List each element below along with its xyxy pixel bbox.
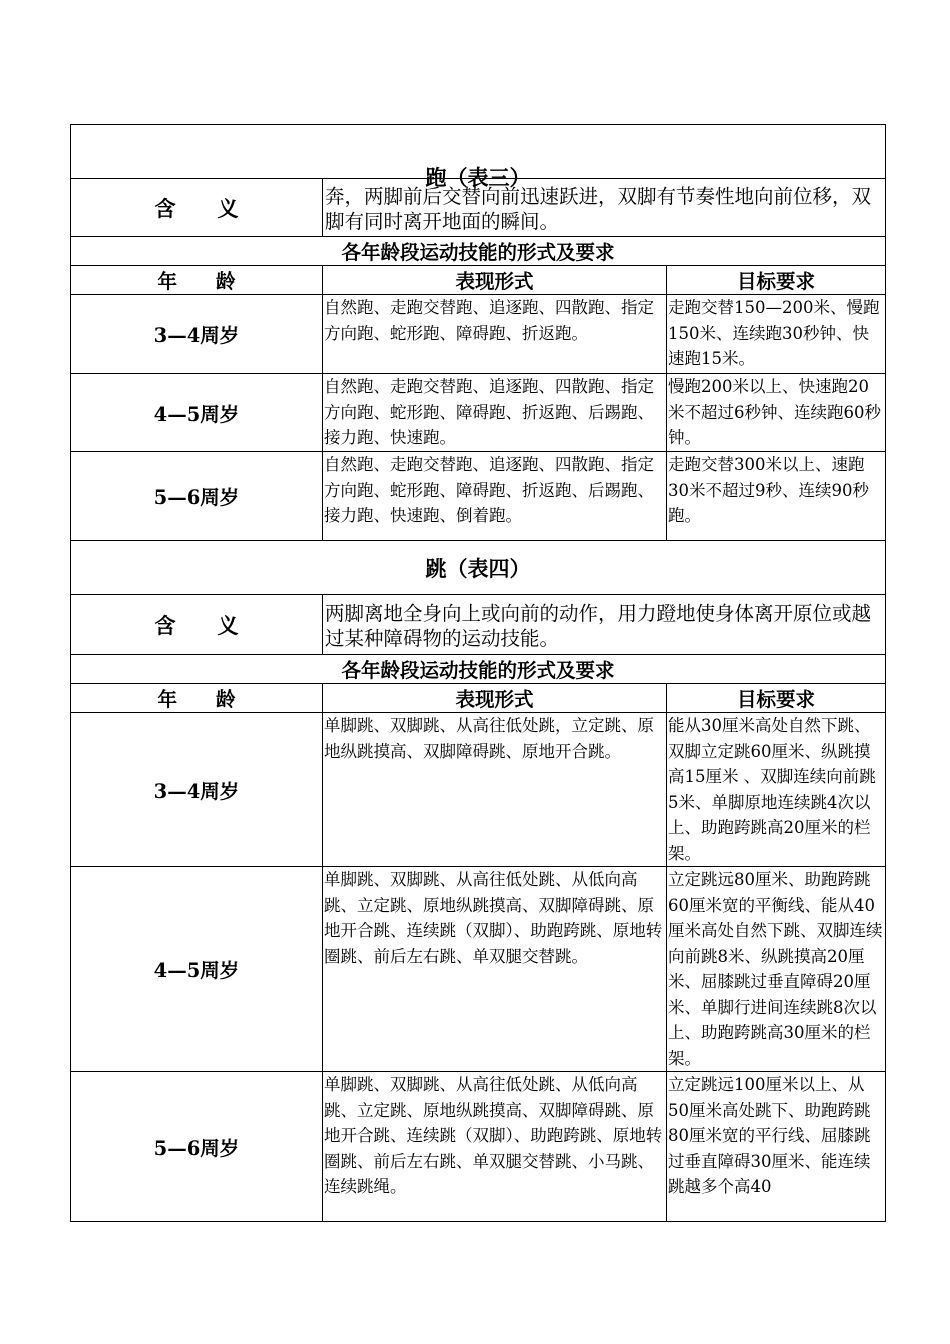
jump-row-age: 3—4周岁 — [71, 713, 323, 867]
run-header-age: 年 龄 — [71, 266, 323, 295]
jump-row-form: 单脚跳、双脚跳、从高往低处跳，立定跳、原地纵跳摸高、双脚障碍跳、原地开合跳。 — [323, 713, 667, 867]
jump-section-title: 各年龄段运动技能的形式及要求 — [71, 655, 886, 684]
run-row-goal: 慢跑200米以上、快速跑20米不超过6秒钟、连续跑60秒钟。 — [667, 374, 886, 452]
jump-row-goal: 能从30厘米高处自然下跳、双脚立定跳60厘米、纵跳摸高15厘米 、双脚连续向前跳5米、单脚原地连续跳4次以上、助跑跨跳高20厘米的栏架。 — [667, 713, 886, 867]
jump-header-form: 表现形式 — [323, 684, 667, 713]
run-table-title: 跑（表三） — [71, 125, 886, 179]
run-row-age: 5—6周岁 — [71, 452, 323, 541]
jump-row-age: 4—5周岁 — [71, 867, 323, 1072]
run-section-title: 各年龄段运动技能的形式及要求 — [71, 237, 886, 266]
jump-row-form: 单脚跳、双脚跳、从高往低处跳、从低向高跳、立定跳、原地纵跳摸高、双脚障碍跳、原地开合跳、连续跳（双脚）、助跑跨跳、原地转圈跳、前后左右跳、单双腿交替跳。 — [323, 867, 667, 1072]
run-meaning-text: 奔，两脚前后交替向前迅速跃进，双脚有节奏性地向前位移，双脚有同时离开地面的瞬间。 — [323, 179, 886, 237]
jump-row-age: 5—6周岁 — [71, 1072, 323, 1222]
run-row-age: 3—4周岁 — [71, 295, 323, 374]
table-row — [71, 374, 886, 452]
run-row-goal: 走跑交替150—200米、慢跑150米、连续跑30秒钟、快速跑15米。 — [667, 295, 886, 374]
jump-row-goal: 立定跳远100厘米以上、从50厘米高处跳下、助跑跨跳80厘米宽的平行线、屈膝跳过垂直障碍30厘米、能连续跳越多个高40 — [667, 1072, 886, 1222]
jump-table-title: 跳（表四） — [71, 541, 886, 595]
jump-meaning-label: 含 义 — [71, 595, 323, 655]
jump-meaning-text: 两脚离地全身向上或向前的动作，用力蹬地使身体离开原位或越过某种障碍物的运动技能。 — [323, 595, 886, 655]
jump-row-goal: 立定跳远80厘米、助跑跨跳60厘米宽的平衡线、能从40厘米高处自然下跳、双脚连续向前跳8米、纵跳摸高20厘米、屈膝跳过垂直障碍20厘米、单脚行进间连续跳8次以上、助跑跨跳高30厘米的栏架。 — [667, 867, 886, 1072]
run-row-age: 4—5周岁 — [71, 374, 323, 452]
run-row-goal: 走跑交替300米以上、速跑30米不超过9秒、连续90秒跑。 — [667, 452, 886, 541]
table-row — [71, 867, 886, 1072]
run-header-goal: 目标要求 — [667, 266, 886, 295]
run-meaning-label: 含 义 — [71, 179, 323, 237]
jump-header-age: 年 龄 — [71, 684, 323, 713]
table-row — [71, 452, 886, 541]
run-header-form: 表现形式 — [323, 266, 667, 295]
run-row-form: 自然跑、走跑交替跑、追逐跑、四散跑、指定方向跑、蛇形跑、障碍跑、折返跑、后踢跑、接力跑、快速跑、倒着跑。 — [323, 452, 667, 541]
run-row-form: 自然跑、走跑交替跑、追逐跑、四散跑、指定方向跑、蛇形跑、障碍跑、折返跑。 — [323, 295, 667, 374]
run-row-form: 自然跑、走跑交替跑、追逐跑、四散跑、指定方向跑、蛇形跑、障碍跑、折返跑、后踢跑、接力跑、快速跑。 — [323, 374, 667, 452]
jump-header-goal: 目标要求 — [667, 684, 886, 713]
skills-table — [70, 124, 886, 1222]
jump-row-form: 单脚跳、双脚跳、从高往低处跳、从低向高跳、立定跳、原地纵跳摸高、双脚障碍跳、原地开合跳、连续跳（双脚）、助跑跨跳、原地转圈跳、前后左右跳、单双腿交替跳、小马跳、连续跳绳。 — [323, 1072, 667, 1222]
table-row — [71, 1072, 886, 1222]
skills-document — [70, 124, 885, 1222]
table-row — [71, 295, 886, 374]
table-row — [71, 713, 886, 867]
